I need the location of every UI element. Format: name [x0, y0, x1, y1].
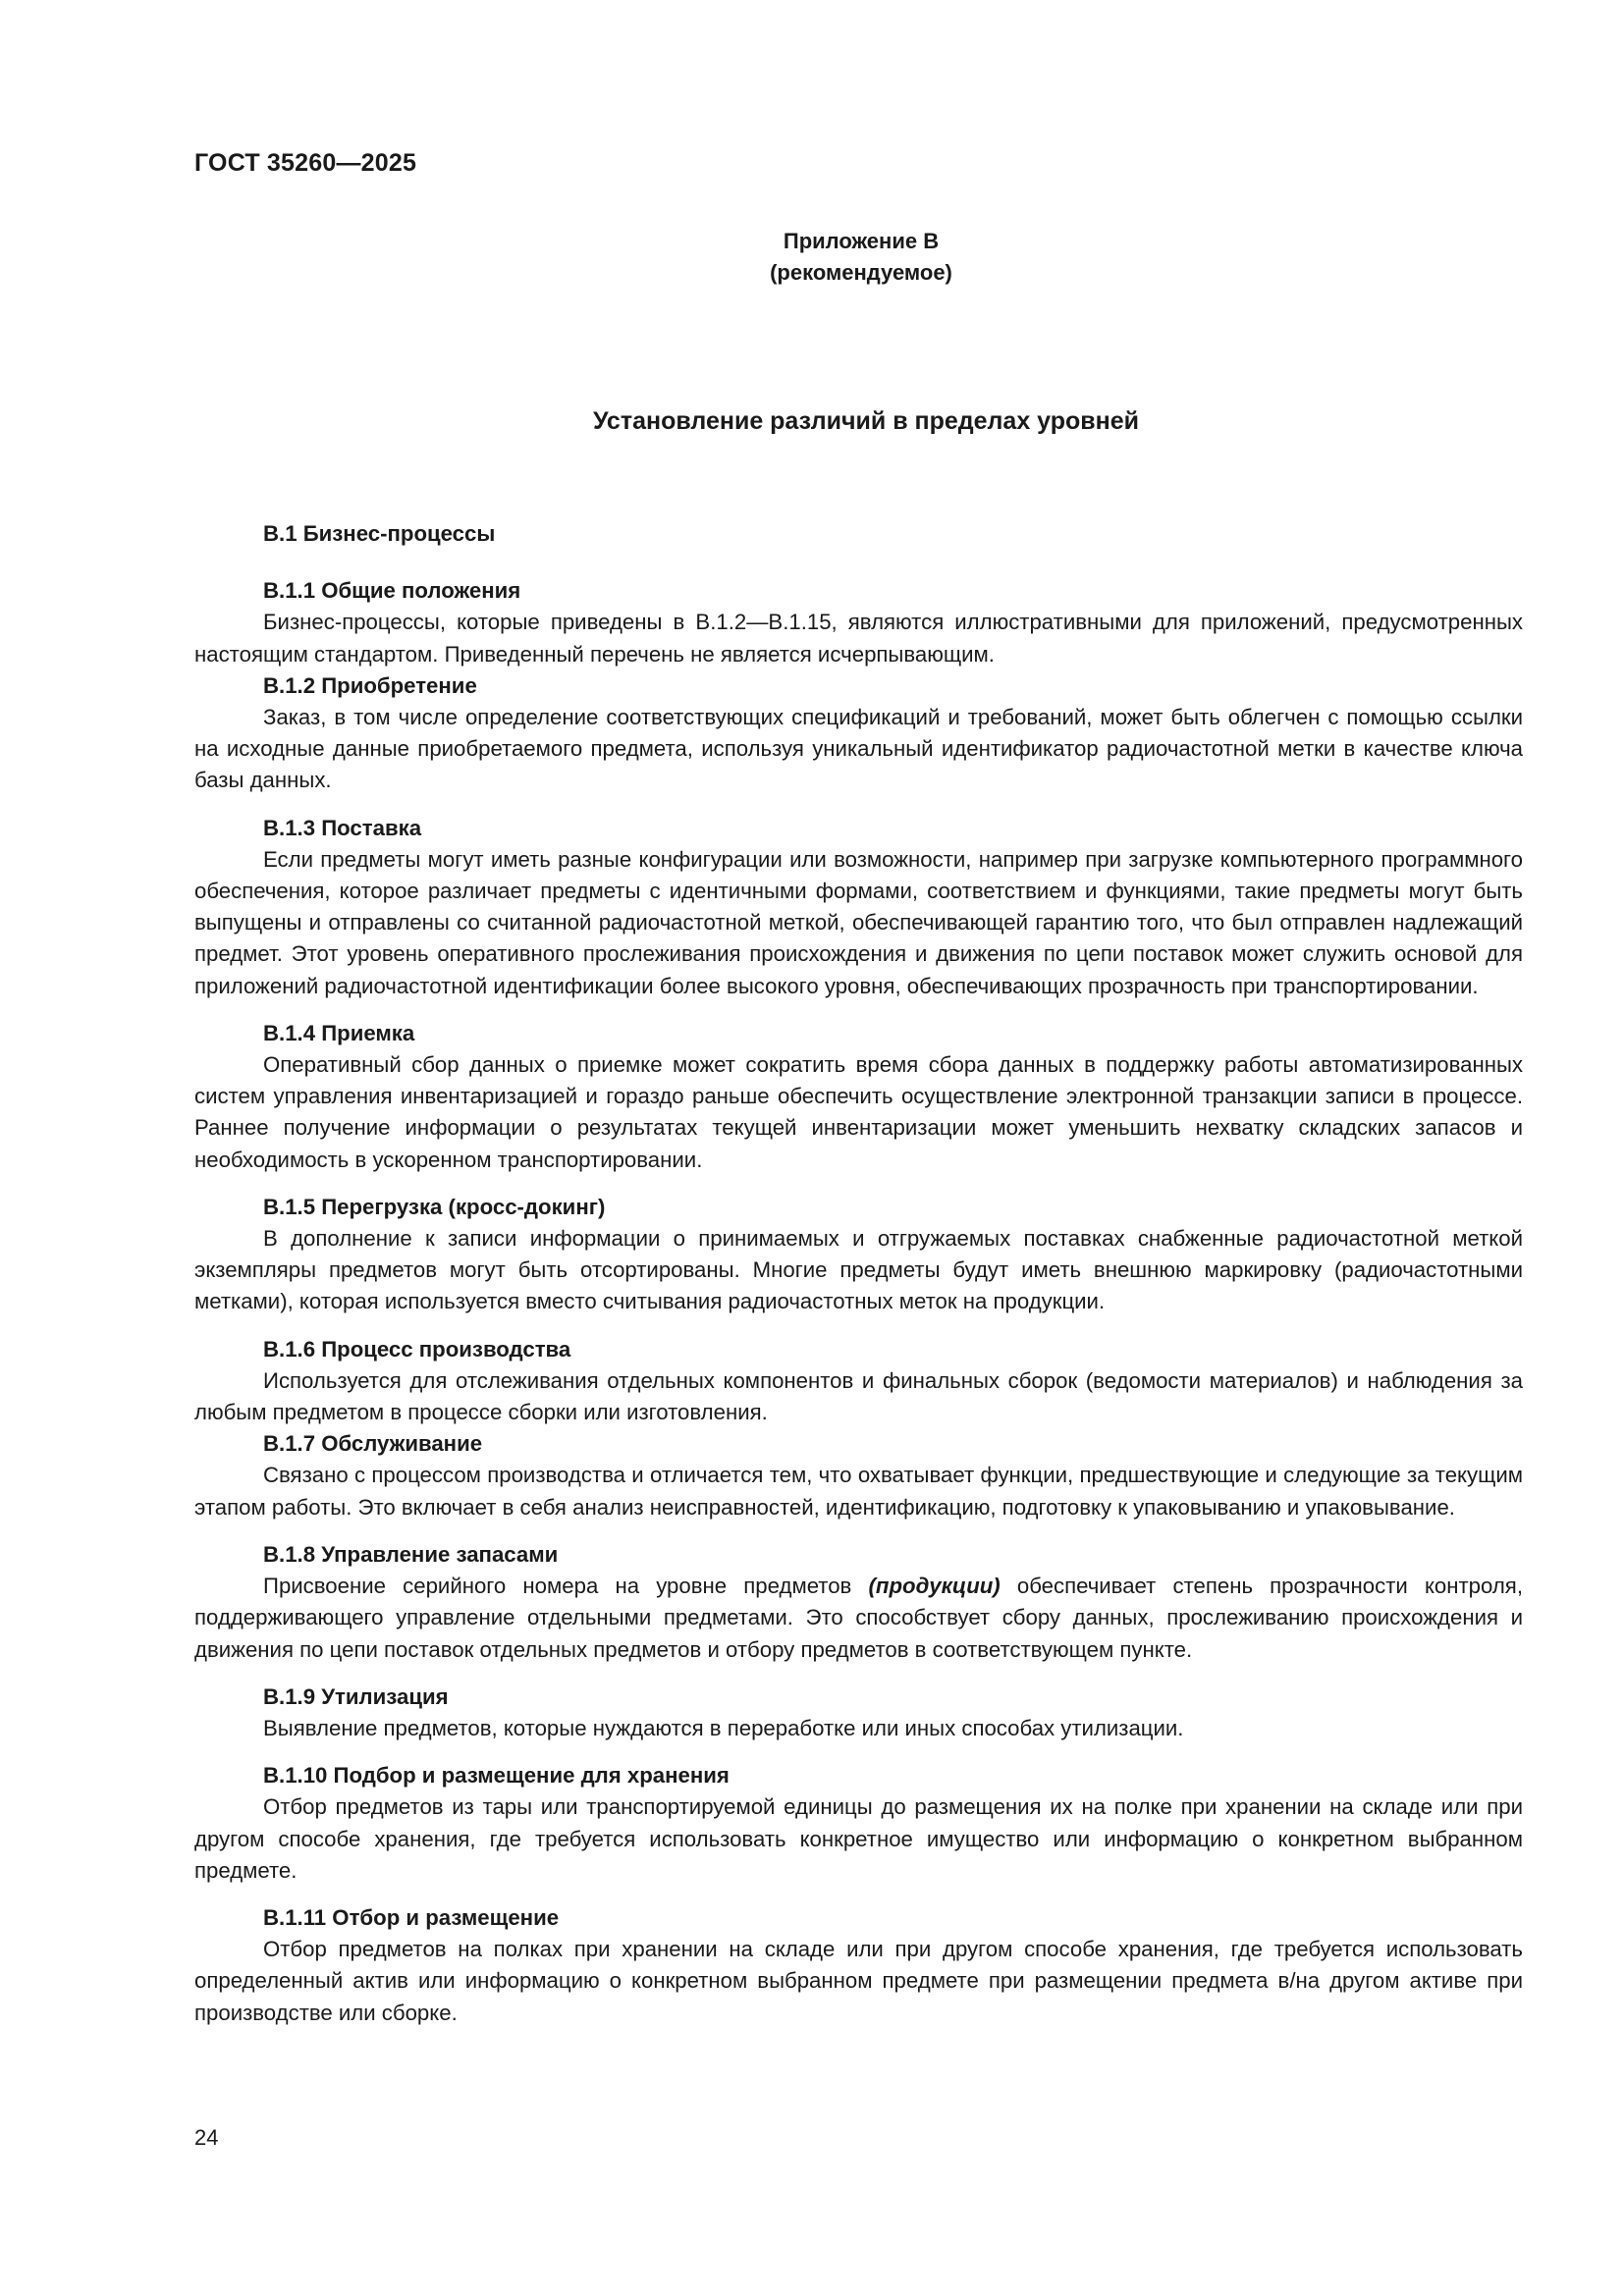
text-part: Присвоение серийного номера на уровне предметов [263, 1574, 869, 1599]
section-heading-b1-10: В.1.10 Подбор и размещение для хранения [263, 1763, 730, 1789]
standard-code: ГОСТ 35260—2025 [194, 149, 417, 177]
page-number: 24 [194, 2125, 219, 2150]
section-heading-b1-3: В.1.3 Поставка [263, 815, 422, 840]
section-text-b1-5: В дополнение к записи информации о принимаемых и отгружаемых поставках снабженные радиочастотной меткой экземпляры предметов могут быть отсортированы. Многие предметы будут иметь внешнюю маркировку (радиочастотными метками), которая используется вместо считывания радиочастотных меток на продукции. [194, 1226, 1523, 1314]
emphasis-text: (продукции) [868, 1574, 1001, 1599]
annex-header [0, 226, 1624, 289]
section-text-b1-4: Оперативный сбор данных о приемке может сократить время сбора данных в поддержку работы автоматизированных систем управления инвентаризацией и гораздо раньше обеспечить осуществление электронной транзакции записи в процессе. Раннее получение информации о результатах текущей инвентаризации может уменьшить нехватку складских запасов и необходимость в ускоренном транспортировании. [194, 1052, 1523, 1172]
section-text-b1-1: Бизнес-процессы, которые приведены в В.1.2—В.1.15, являются иллюстративными для приложений, предусмотренных настоящим стандартом. Приведенный перечень не является исчерпывающим. [194, 610, 1523, 667]
section-heading-b1-7: В.1.7 Обслуживание [263, 1431, 483, 1457]
section-heading-b1-1: В.1.1 Общие положения [263, 578, 521, 604]
section-text-b1-3: Если предметы могут иметь разные конфигурации или возможности, например при загрузке компьютерного программного обеспечения, которое различает предметы с идентичными формами, соответствием и функциями, такие предметы могут быть выпущены и отправлены со считанной радиочастотной меткой, обеспечивающей гарантию того, что был отправлен надлежащий предмет. Этот уровень оперативного прослеживания происхождения и движения по цепи поставок может служить основой для приложений радиочастотной идентификации более высокого уровня, обеспечивающих прозрачность при транспортировании. [194, 846, 1523, 998]
annex-status: (рекомендуемое) [770, 260, 952, 285]
document-body [194, 518, 1523, 2029]
section-heading-b1-11: В.1.11 Отбор и размещение [263, 1904, 560, 1930]
annex-label: Приложение В [783, 229, 940, 253]
annex-title: Установление различий в пределах уровней [592, 407, 1140, 435]
section-heading-b1-4: В.1.4 Приемка [263, 1020, 415, 1045]
section-text-b1-6: Используется для отслеживания отдельных компонентов и финальных сборок (ведомости материалов) и наблюдения за любым предметом в процессе сборки или изготовления. [194, 1367, 1523, 1425]
text-part: обеспечивает степень прозрачности контроля, поддерживающего управление отдельными предметами. Это способствует сбору данных, прослеживанию происхождения и движения по цепи поставок отдельных предметов и отбору предметов в соответствующем пункте. [194, 1574, 1523, 1662]
section-text-b1-2: Заказ, в том числе определение соответствующих спецификаций и требований, может быть облегчен с помощью ссылки на исходные данные приобретаемого предмета, используя уникальный идентификатор радиочастотной метки в качестве ключа базы данных. [194, 705, 1523, 793]
section-text-b1-7: Связано с процессом производства и отличается тем, что охватывает функции, предшествующие и следующие за текущим этапом работы. Это включает в себя анализ неисправностей, идентификацию, подготовку к упаковыванию и упаковывание. [194, 1463, 1523, 1520]
section-heading-b1: В.1 Бизнес-процессы [263, 521, 496, 546]
section-text-b1-10: Отбор предметов из тары или транспортируемой единицы до размещения их на полке при хранении на складе или при другом способе хранения, где требуется использовать конкретное имущество или информацию о конкретном выбранном предмете. [194, 1794, 1523, 1883]
section-heading-b1-6: В.1.6 Процесс производства [263, 1336, 571, 1362]
section-heading-b1-9: В.1.9 Утилизация [263, 1683, 449, 1709]
section-text-b1-9: Выявление предметов, которые нуждаются в переработке или иных способах утилизации. [263, 1715, 1184, 1740]
section-heading-b1-5: В.1.5 Перегрузка (кросс-докинг) [263, 1194, 606, 1219]
section-heading-b1-2: В.1.2 Приобретение [263, 672, 477, 698]
section-text-b1-11: Отбор предметов на полках при хранении на складе или при другом способе хранения, где требуется использовать определенный актив или информацию о конкретном выбранном предмете при размещении предмета в/на другом активе при производстве или сборке. [194, 1937, 1523, 2025]
section-text-b1-8 [194, 1571, 1523, 1666]
section-heading-b1-8: В.1.8 Управление запасами [263, 1541, 559, 1567]
